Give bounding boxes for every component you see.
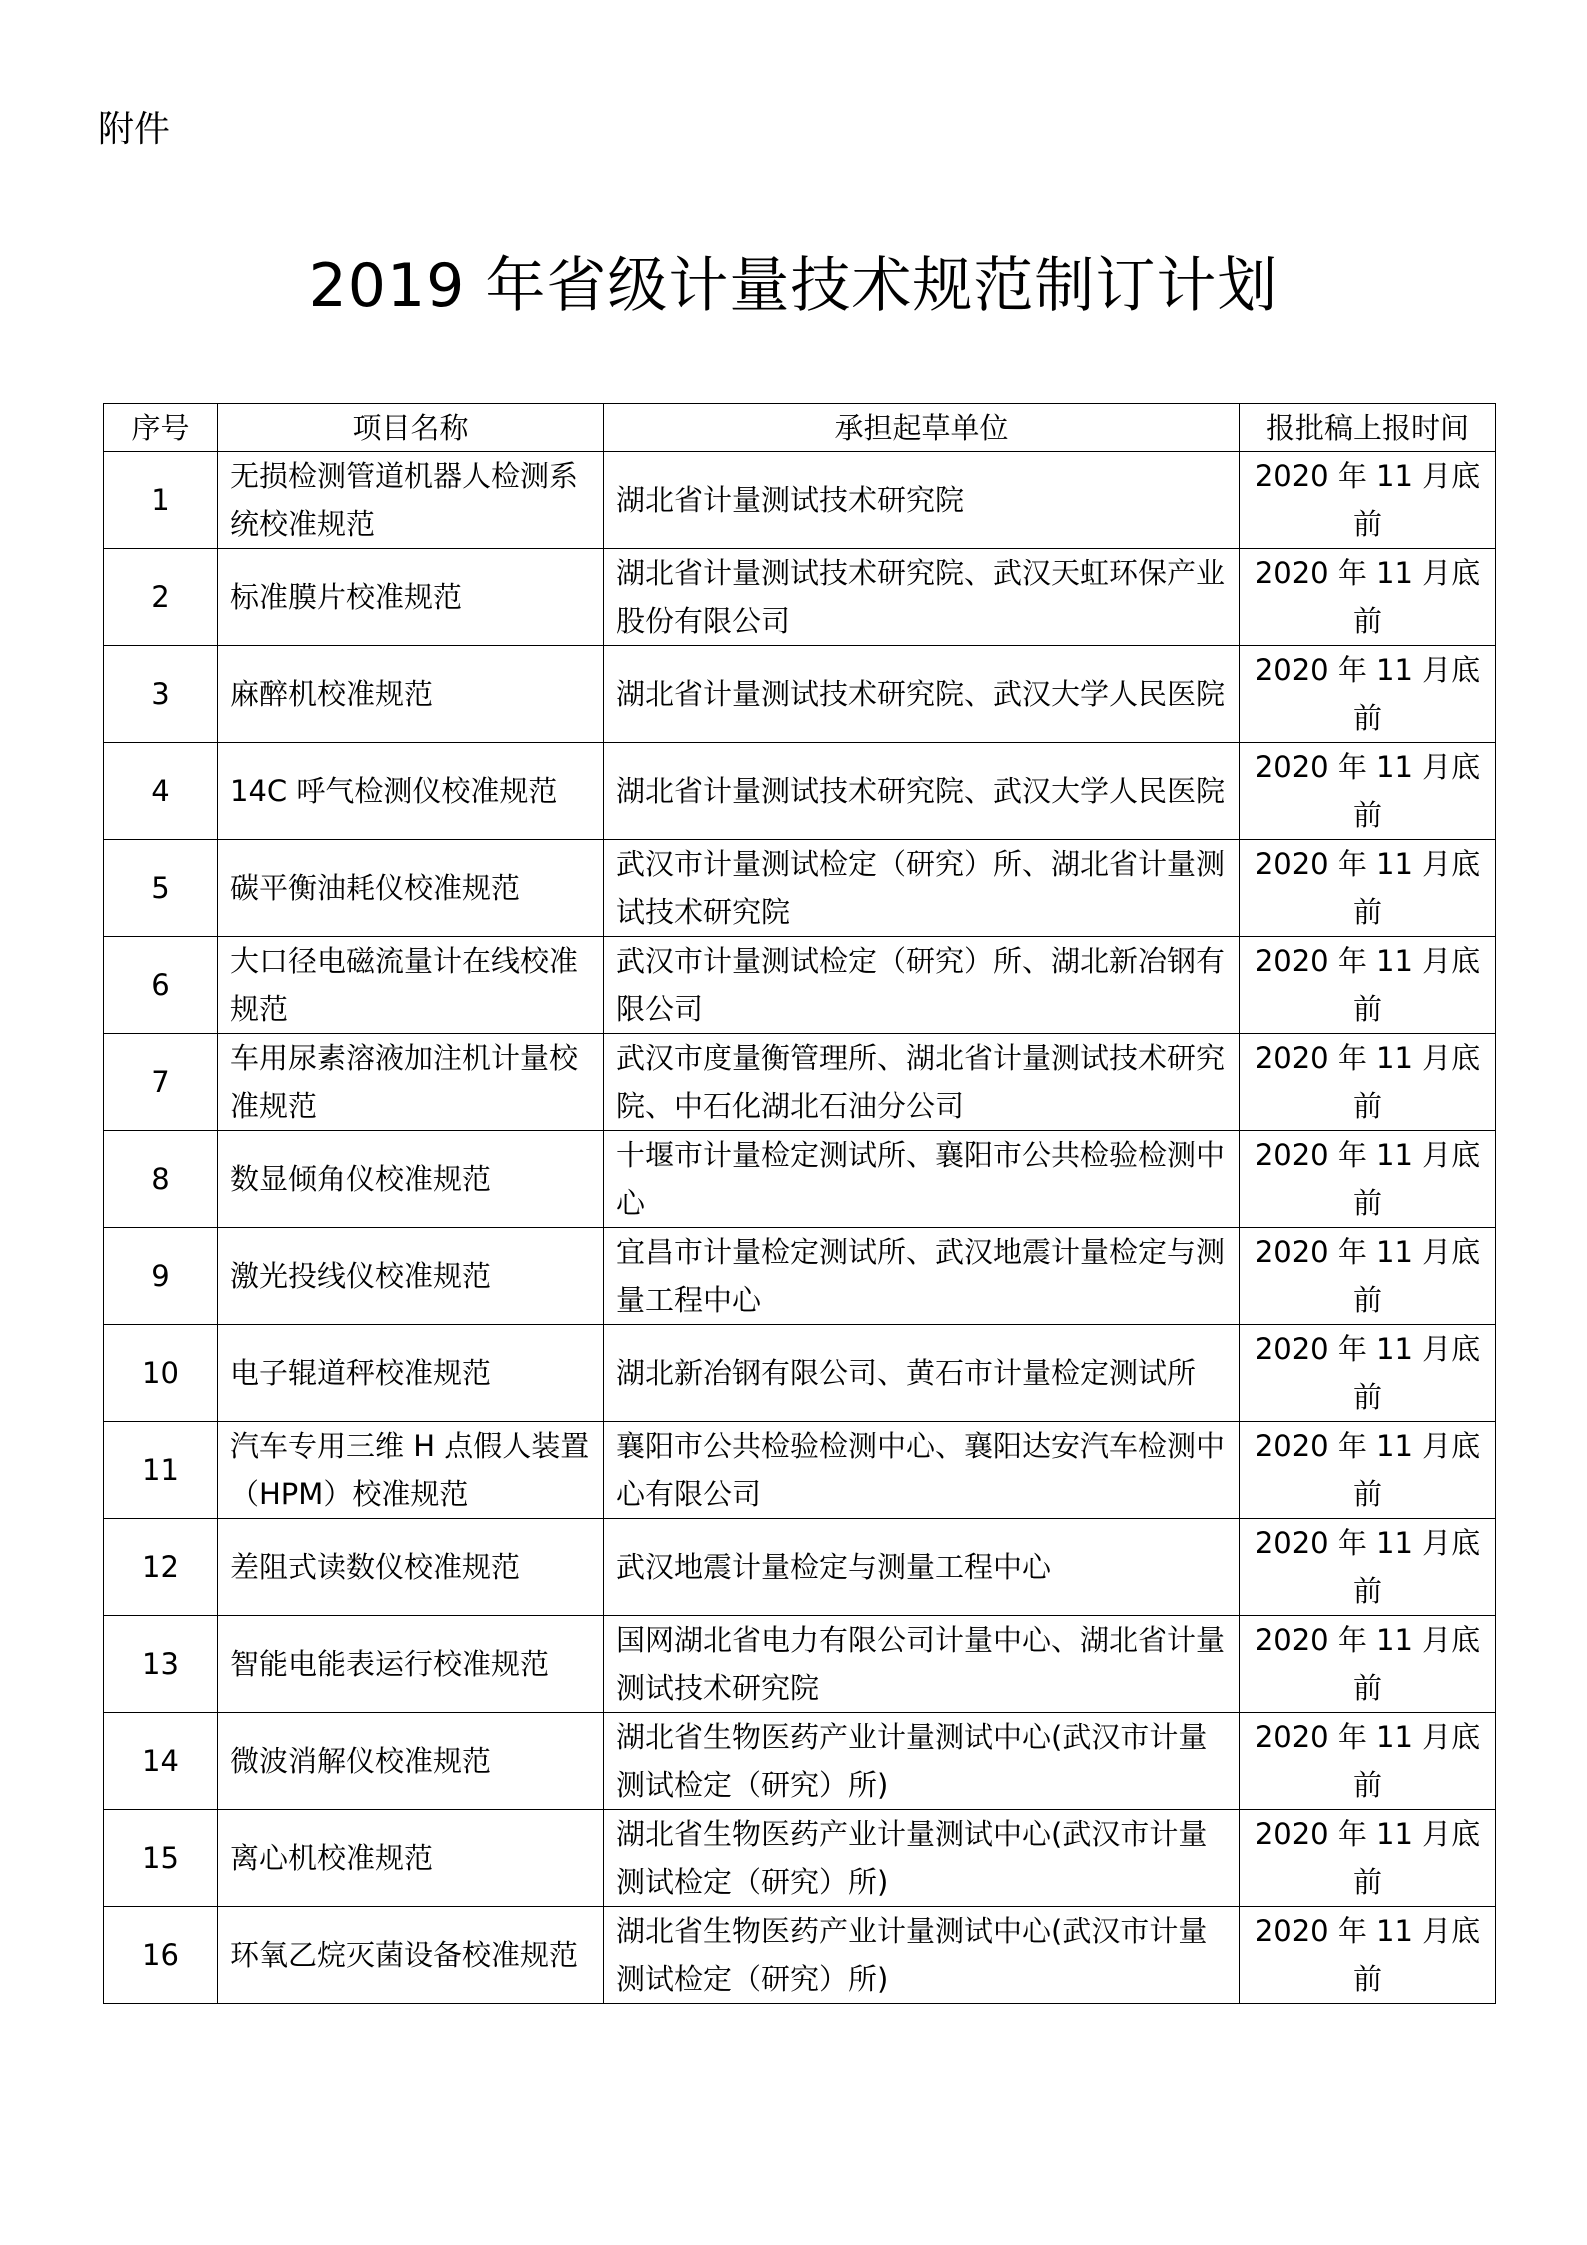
cell-seq: 13 — [104, 1616, 218, 1713]
cell-project-name: 环氧乙烷灭菌设备校准规范 — [218, 1907, 604, 2004]
cell-seq: 9 — [104, 1228, 218, 1325]
cell-seq: 2 — [104, 549, 218, 646]
header-seq: 序号 — [104, 404, 218, 452]
table-row — [104, 1325, 1496, 1422]
header-drafting-unit: 承担起草单位 — [604, 404, 1240, 452]
cell-drafting-unit: 湖北新冶钢有限公司、黄石市计量检定测试所 — [604, 1325, 1240, 1422]
table-row — [104, 1713, 1496, 1810]
table-header-row — [104, 404, 1496, 452]
cell-submission-time: 2020 年 11 月底前 — [1240, 743, 1496, 840]
table-row — [104, 1228, 1496, 1325]
cell-submission-time: 2020 年 11 月底前 — [1240, 1422, 1496, 1519]
cell-drafting-unit: 湖北省生物医药产业计量测试中心(武汉市计量测试检定（研究）所) — [604, 1907, 1240, 2004]
cell-seq: 5 — [104, 840, 218, 937]
cell-submission-time: 2020 年 11 月底前 — [1240, 840, 1496, 937]
attachment-label: 附件 — [98, 109, 171, 150]
cell-seq: 12 — [104, 1519, 218, 1616]
cell-submission-time: 2020 年 11 月底前 — [1240, 452, 1496, 549]
cell-submission-time: 2020 年 11 月底前 — [1240, 1519, 1496, 1616]
cell-project-name: 碳平衡油耗仪校准规范 — [218, 840, 604, 937]
cell-seq: 16 — [104, 1907, 218, 2004]
table-row — [104, 743, 1496, 840]
cell-seq: 15 — [104, 1810, 218, 1907]
cell-drafting-unit: 武汉市度量衡管理所、湖北省计量测试技术研究院、中石化湖北石油分公司 — [604, 1034, 1240, 1131]
table-row — [104, 549, 1496, 646]
cell-project-name: 无损检测管道机器人检测系统校准规范 — [218, 452, 604, 549]
cell-drafting-unit: 湖北省生物医药产业计量测试中心(武汉市计量测试检定（研究）所) — [604, 1810, 1240, 1907]
cell-submission-time: 2020 年 11 月底前 — [1240, 1228, 1496, 1325]
cell-drafting-unit: 襄阳市公共检验检测中心、襄阳达安汽车检测中心有限公司 — [604, 1422, 1240, 1519]
cell-drafting-unit: 十堰市计量检定测试所、襄阳市公共检验检测中心 — [604, 1131, 1240, 1228]
table-row — [104, 1034, 1496, 1131]
cell-seq: 8 — [104, 1131, 218, 1228]
page-title: 2019 年省级计量技术规范制订计划 — [308, 251, 1279, 321]
cell-drafting-unit: 武汉市计量测试检定（研究）所、湖北省计量测试技术研究院 — [604, 840, 1240, 937]
table-row — [104, 1519, 1496, 1616]
cell-drafting-unit: 湖北省计量测试技术研究院、武汉大学人民医院 — [604, 646, 1240, 743]
cell-project-name: 车用尿素溶液加注机计量校准规范 — [218, 1034, 604, 1131]
cell-submission-time: 2020 年 11 月底前 — [1240, 1713, 1496, 1810]
cell-seq: 14 — [104, 1713, 218, 1810]
table-row — [104, 646, 1496, 743]
cell-project-name: 智能电能表运行校准规范 — [218, 1616, 604, 1713]
cell-seq: 3 — [104, 646, 218, 743]
cell-project-name: 数显倾角仪校准规范 — [218, 1131, 604, 1228]
cell-seq: 1 — [104, 452, 218, 549]
cell-project-name: 离心机校准规范 — [218, 1810, 604, 1907]
header-submission-time: 报批稿上报时间 — [1240, 404, 1496, 452]
table-row — [104, 1131, 1496, 1228]
cell-drafting-unit: 武汉市计量测试检定（研究）所、湖北新冶钢有限公司 — [604, 937, 1240, 1034]
cell-submission-time: 2020 年 11 月底前 — [1240, 646, 1496, 743]
cell-project-name: 标准膜片校准规范 — [218, 549, 604, 646]
cell-submission-time: 2020 年 11 月底前 — [1240, 1034, 1496, 1131]
cell-submission-time: 2020 年 11 月底前 — [1240, 937, 1496, 1034]
plan-table — [103, 403, 1496, 2004]
cell-seq: 4 — [104, 743, 218, 840]
table-row — [104, 1616, 1496, 1713]
cell-project-name: 14C 呼气检测仪校准规范 — [218, 743, 604, 840]
cell-seq: 6 — [104, 937, 218, 1034]
cell-project-name: 电子辊道秤校准规范 — [218, 1325, 604, 1422]
cell-submission-time: 2020 年 11 月底前 — [1240, 549, 1496, 646]
table-row — [104, 1810, 1496, 1907]
cell-project-name: 汽车专用三维 H 点假人装置（HPM）校准规范 — [218, 1422, 604, 1519]
cell-seq: 10 — [104, 1325, 218, 1422]
cell-drafting-unit: 武汉地震计量检定与测量工程中心 — [604, 1519, 1240, 1616]
table-body — [104, 452, 1496, 2004]
table-row — [104, 937, 1496, 1034]
cell-seq: 11 — [104, 1422, 218, 1519]
cell-submission-time: 2020 年 11 月底前 — [1240, 1325, 1496, 1422]
cell-drafting-unit: 湖北省计量测试技术研究院、武汉天虹环保产业股份有限公司 — [604, 549, 1240, 646]
cell-project-name: 麻醉机校准规范 — [218, 646, 604, 743]
cell-project-name: 大口径电磁流量计在线校准规范 — [218, 937, 604, 1034]
cell-drafting-unit: 湖北省计量测试技术研究院、武汉大学人民医院 — [604, 743, 1240, 840]
cell-drafting-unit: 宜昌市计量检定测试所、武汉地震计量检定与测量工程中心 — [604, 1228, 1240, 1325]
table-row — [104, 1907, 1496, 2004]
cell-project-name: 差阻式读数仪校准规范 — [218, 1519, 604, 1616]
cell-drafting-unit: 国网湖北省电力有限公司计量中心、湖北省计量测试技术研究院 — [604, 1616, 1240, 1713]
cell-drafting-unit: 湖北省计量测试技术研究院 — [604, 452, 1240, 549]
cell-seq: 7 — [104, 1034, 218, 1131]
cell-drafting-unit: 湖北省生物医药产业计量测试中心(武汉市计量测试检定（研究）所) — [604, 1713, 1240, 1810]
cell-submission-time: 2020 年 11 月底前 — [1240, 1907, 1496, 2004]
cell-project-name: 激光投线仪校准规范 — [218, 1228, 604, 1325]
header-project-name: 项目名称 — [218, 404, 604, 452]
cell-submission-time: 2020 年 11 月底前 — [1240, 1131, 1496, 1228]
cell-submission-time: 2020 年 11 月底前 — [1240, 1810, 1496, 1907]
cell-submission-time: 2020 年 11 月底前 — [1240, 1616, 1496, 1713]
table-row — [104, 1422, 1496, 1519]
table-row — [104, 452, 1496, 549]
cell-project-name: 微波消解仪校准规范 — [218, 1713, 604, 1810]
table-row — [104, 840, 1496, 937]
